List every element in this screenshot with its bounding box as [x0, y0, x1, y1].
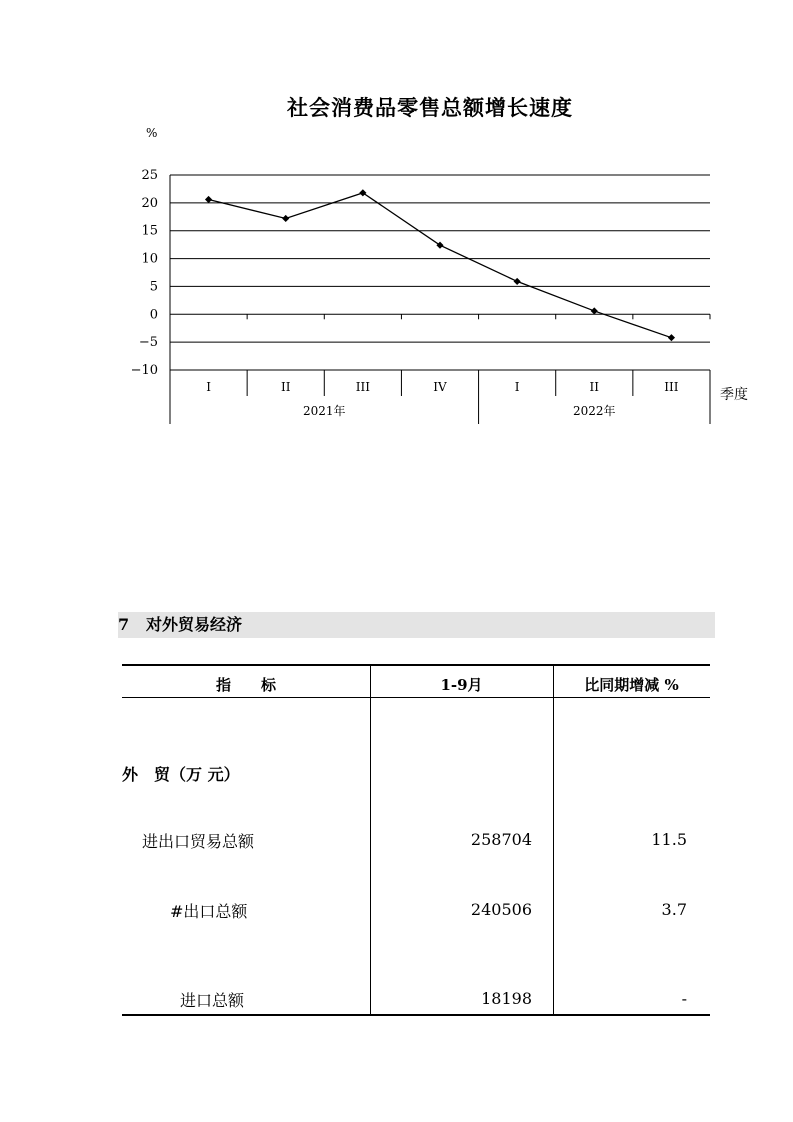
- data-point: [514, 278, 521, 285]
- data-point: [282, 215, 289, 222]
- section-title: 对外贸易经济: [146, 615, 243, 634]
- header-indicator: 指 标: [215, 676, 276, 694]
- data-point: [668, 334, 675, 341]
- data-point: [591, 307, 598, 314]
- y-tick-label: 20: [141, 195, 158, 211]
- y-tick-label: 25: [141, 168, 158, 183]
- header-period: 1-9月: [440, 676, 483, 694]
- x-category-label: III: [355, 380, 370, 394]
- row-value-import: 18198: [481, 989, 532, 1008]
- x-axis-label: 季度: [720, 387, 748, 403]
- x-category-label: II: [589, 380, 600, 394]
- series-line: [209, 193, 672, 338]
- row-label-import: 进口总额: [180, 991, 245, 1010]
- y-tick-label: 0: [149, 307, 158, 323]
- x-category-label: I: [514, 380, 520, 394]
- x-category-label: III: [664, 380, 679, 394]
- x-category-label: IV: [433, 380, 447, 394]
- row-change-total: 11.5: [651, 830, 687, 849]
- y-tick-label: 5: [149, 279, 158, 295]
- data-point: [205, 196, 212, 203]
- section-number: 7: [118, 615, 130, 634]
- row-change-export: 3.7: [661, 900, 687, 919]
- y-tick-label: −10: [130, 363, 158, 378]
- y-tick-label: 15: [141, 223, 158, 239]
- y-unit-label: %: [146, 126, 158, 140]
- x-group-label: 2021年: [303, 404, 346, 418]
- row-change-import: -: [681, 989, 687, 1008]
- line-chart: [0, 0, 793, 440]
- y-tick-label: 10: [141, 251, 158, 267]
- chart-area: [0, 0, 793, 440]
- table-header-rule: [122, 697, 710, 698]
- row-value-total: 258704: [470, 830, 532, 849]
- section-header: [118, 612, 715, 638]
- chart-title: 社会消费品零售总额增长速度: [287, 95, 573, 120]
- table-category: 外 贸（万 元）: [122, 765, 240, 784]
- row-value-export: 240506: [470, 900, 532, 919]
- data-point: [436, 242, 443, 249]
- header-change: 比同期增减 %: [584, 676, 679, 694]
- x-category-label: I: [206, 380, 211, 394]
- row-label-export: #出口总额: [170, 902, 248, 921]
- table-top-rule: [122, 664, 710, 666]
- y-tick-label: −5: [138, 335, 158, 351]
- x-group-label: 2022年: [573, 404, 616, 418]
- row-label-total: 进出口贸易总额: [142, 832, 255, 851]
- data-point: [359, 189, 366, 196]
- x-category-label: II: [280, 380, 291, 394]
- table-bottom-rule: [122, 1014, 710, 1016]
